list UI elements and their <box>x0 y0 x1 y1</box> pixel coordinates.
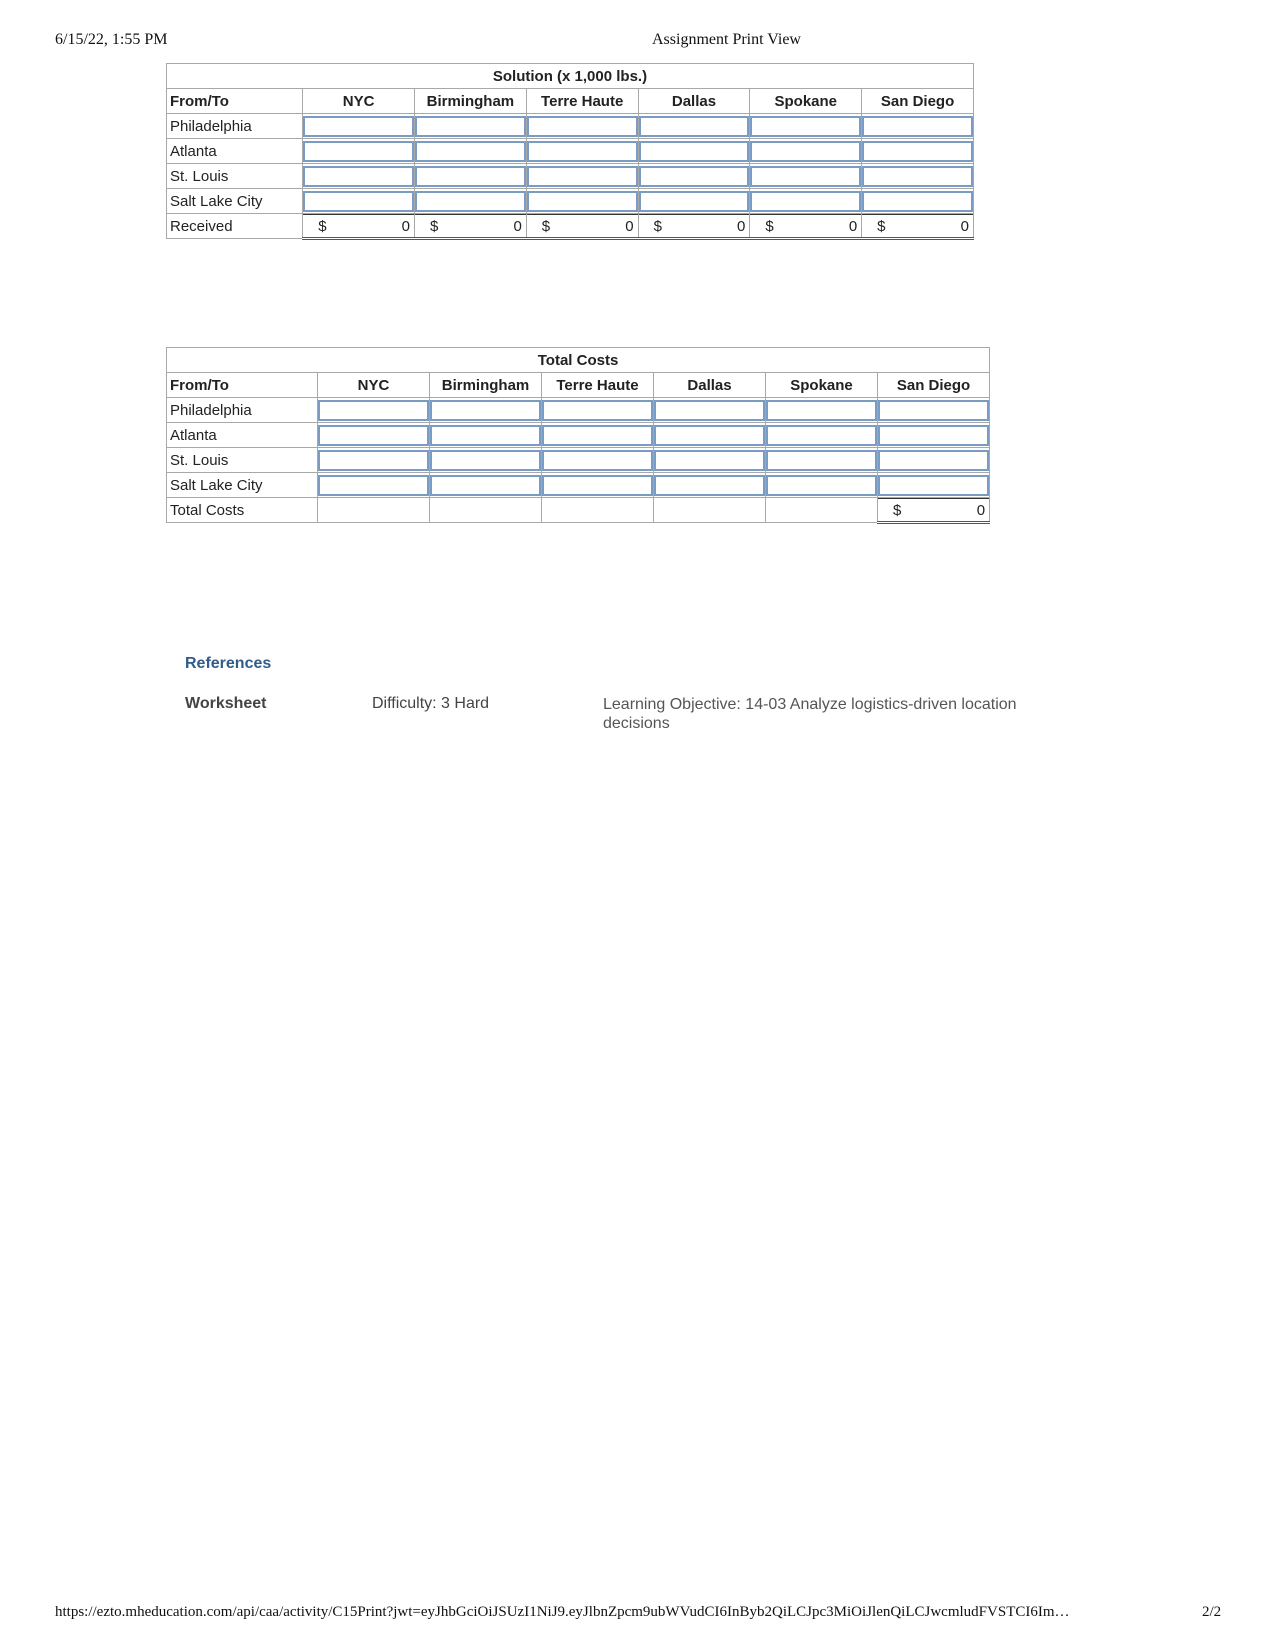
row-label: Atlanta <box>167 423 318 448</box>
received-cell: $ 0 <box>303 214 415 239</box>
cost-input[interactable] <box>878 400 989 421</box>
empty-cell <box>430 498 542 523</box>
received-cell: $ 0 <box>414 214 526 239</box>
cost-input[interactable] <box>878 475 989 496</box>
cost-input[interactable] <box>430 450 541 471</box>
received-cell: $ 0 <box>862 214 974 239</box>
solution-input[interactable] <box>750 116 861 137</box>
grand-total-cell: $ 0 <box>878 498 990 523</box>
cost-input[interactable] <box>430 400 541 421</box>
col-header: Dallas <box>638 89 750 114</box>
from-to-header: From/To <box>167 89 303 114</box>
solution-input[interactable] <box>862 191 973 212</box>
solution-input[interactable] <box>415 166 526 187</box>
solution-input[interactable] <box>639 116 750 137</box>
solution-table-caption: Solution (x 1,000 lbs.) <box>167 64 974 89</box>
costs-header-row <box>167 373 990 398</box>
col-header: Birmingham <box>414 89 526 114</box>
cost-input[interactable] <box>654 450 765 471</box>
total-costs-table <box>166 347 990 524</box>
solution-input[interactable] <box>415 116 526 137</box>
solution-input[interactable] <box>639 141 750 162</box>
from-to-header: From/To <box>167 373 318 398</box>
solution-input[interactable] <box>862 141 973 162</box>
col-header: San Diego <box>862 89 974 114</box>
table-row <box>167 139 974 164</box>
print-datetime: 6/15/22, 1:55 PM <box>55 31 168 48</box>
cost-input[interactable] <box>878 425 989 446</box>
col-header: Terre Haute <box>542 373 654 398</box>
row-label: Philadelphia <box>167 114 303 139</box>
received-cell: $ 0 <box>526 214 638 239</box>
print-title: Assignment Print View <box>652 31 801 48</box>
total-costs-row <box>167 498 990 523</box>
row-label: St. Louis <box>167 448 318 473</box>
table-row <box>167 448 990 473</box>
solution-input[interactable] <box>639 166 750 187</box>
cost-input[interactable] <box>318 450 429 471</box>
solution-input[interactable] <box>527 191 638 212</box>
col-header: Spokane <box>750 89 862 114</box>
solution-input[interactable] <box>862 166 973 187</box>
empty-cell <box>542 498 654 523</box>
cost-input[interactable] <box>654 425 765 446</box>
cost-input[interactable] <box>430 475 541 496</box>
solution-input[interactable] <box>527 116 638 137</box>
cost-input[interactable] <box>654 400 765 421</box>
row-label: Philadelphia <box>167 398 318 423</box>
solution-input[interactable] <box>303 116 414 137</box>
reference-type: Worksheet <box>185 695 267 712</box>
table-row <box>167 114 974 139</box>
cost-input[interactable] <box>542 475 653 496</box>
difficulty-label: Difficulty: 3 Hard <box>372 695 490 712</box>
page-number: 2/2 <box>1202 1604 1222 1620</box>
table-row <box>167 398 990 423</box>
table-row <box>167 189 974 214</box>
table-row <box>167 473 990 498</box>
row-label: St. Louis <box>167 164 303 189</box>
table-row <box>167 164 974 189</box>
cost-input[interactable] <box>766 400 877 421</box>
row-label: Atlanta <box>167 139 303 164</box>
total-costs-caption: Total Costs <box>167 348 990 373</box>
received-row <box>167 214 974 239</box>
cost-input[interactable] <box>654 475 765 496</box>
cost-input[interactable] <box>766 425 877 446</box>
cost-input[interactable] <box>542 425 653 446</box>
row-label: Salt Lake City <box>167 189 303 214</box>
empty-cell <box>654 498 766 523</box>
learning-objective: Learning Objective: 14-03 Analyze logistics-driven location decisions <box>603 696 1017 732</box>
cost-input[interactable] <box>430 425 541 446</box>
solution-input[interactable] <box>750 191 861 212</box>
empty-cell <box>318 498 430 523</box>
solution-input[interactable] <box>303 141 414 162</box>
empty-cell <box>766 498 878 523</box>
col-header: NYC <box>318 373 430 398</box>
col-header: Dallas <box>654 373 766 398</box>
solution-input[interactable] <box>862 116 973 137</box>
solution-input[interactable] <box>750 166 861 187</box>
table-row <box>167 423 990 448</box>
solution-input[interactable] <box>303 191 414 212</box>
cost-input[interactable] <box>766 475 877 496</box>
cost-input[interactable] <box>318 425 429 446</box>
col-header: San Diego <box>878 373 990 398</box>
solution-header-row <box>167 89 974 114</box>
cost-input[interactable] <box>318 400 429 421</box>
solution-input[interactable] <box>303 166 414 187</box>
row-label: Received <box>167 214 303 239</box>
references-heading: References <box>185 655 272 672</box>
cost-input[interactable] <box>766 450 877 471</box>
cost-input[interactable] <box>542 400 653 421</box>
row-label: Salt Lake City <box>167 473 318 498</box>
received-cell: $ 0 <box>750 214 862 239</box>
col-header: Terre Haute <box>526 89 638 114</box>
cost-input[interactable] <box>318 475 429 496</box>
solution-input[interactable] <box>527 166 638 187</box>
cost-input[interactable] <box>878 450 989 471</box>
solution-table <box>166 63 974 240</box>
cost-input[interactable] <box>542 450 653 471</box>
solution-input[interactable] <box>415 191 526 212</box>
solution-input[interactable] <box>527 141 638 162</box>
col-header: Spokane <box>766 373 878 398</box>
received-cell: $ 0 <box>638 214 750 239</box>
row-label: Total Costs <box>167 498 318 523</box>
col-header: Birmingham <box>430 373 542 398</box>
col-header: NYC <box>303 89 415 114</box>
page-url: https://ezto.mheducation.com/api/caa/activity/C15Print?jwt=eyJhbGciOiJSUzI1NiJ9.eyJlbnZpcm9ubWVudCI6InByb2QiLCJpc3MiOiJlenQiLCJwcmludFVSTCI6Im… <box>55 1604 1070 1620</box>
solution-input[interactable] <box>415 141 526 162</box>
solution-input[interactable] <box>750 141 861 162</box>
solution-input[interactable] <box>639 191 750 212</box>
